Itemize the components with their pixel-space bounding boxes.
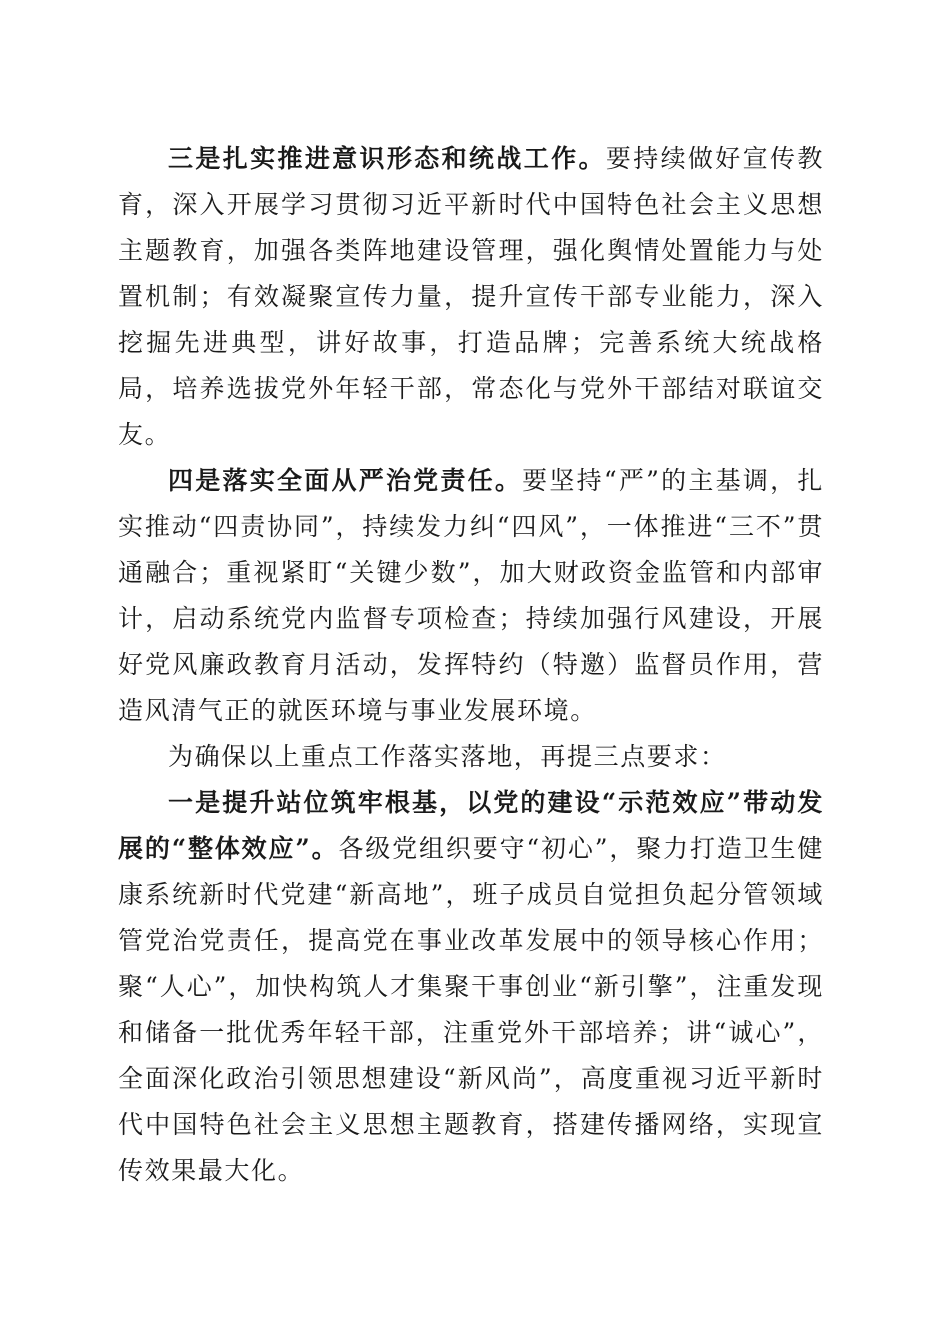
paragraph-text: 要持续做好宣传教育，深入开展学习贯彻习近平新时代中国特色社会主义思想主题教育，加强各类阵地建设管理，强化舆情处置能力与处置机制；有效凝聚宣传力量，提升宣传干部专业能力，深入挖掘先进典型，讲好故事，打造品牌；完善系统大统战格局，培养选拔党外年轻干部，常态化与党外干部结对联谊交友。 — [118, 144, 824, 449]
paragraph-lead: 一是提升站位筑牢根基，以党的建设“示范效应”带动发展的“整体效应”。 — [118, 788, 824, 863]
paragraph-text: 要坚持“严”的主基调，扎实推动“四责协同”，持续发力纠“四风”，一体推进“三不”贯通融合；重视紧盯“关键少数”，加大财政资金监管和内部审计，启动系统党内监督专项检查；持续加强行风建设，开展好党风廉政教育月活动，发挥特约（特邀）监督员作用，营造风清气正的就医环境与事业发展环境。 — [118, 466, 824, 725]
paragraph-party-governance — [118, 458, 824, 734]
paragraph-lead: 四是落实全面从严治党责任。 — [168, 466, 523, 495]
paragraph-ideology-united-front — [118, 136, 824, 458]
paragraph-lead: 三是扎实推进意识形态和统战工作。 — [168, 144, 606, 173]
paragraph-text: 为确保以上重点工作落实落地，再提三点要求： — [168, 742, 727, 771]
paragraph-requirement-one — [118, 780, 824, 1194]
paragraph-text: 各级党组织要守“初心”，聚力打造卫生健康系统新时代党建“新高地”，班子成员自觉担负起分管领域管党治党责任，提高党在事业改革发展中的领导核心作用；聚“人心”，加快构筑人才集聚干事创业“新引擎”，注重发现和储备一批优秀年轻干部，注重党外干部培养；讲“诚心”，全面深化政治引领思想建设“新风尚”，高度重视习近平新时代中国特色社会主义思想主题教育，搭建传播网络，实现宣传效果最大化。 — [118, 834, 824, 1185]
paragraph-requirements-intro — [118, 734, 824, 780]
document-body — [118, 136, 824, 1194]
